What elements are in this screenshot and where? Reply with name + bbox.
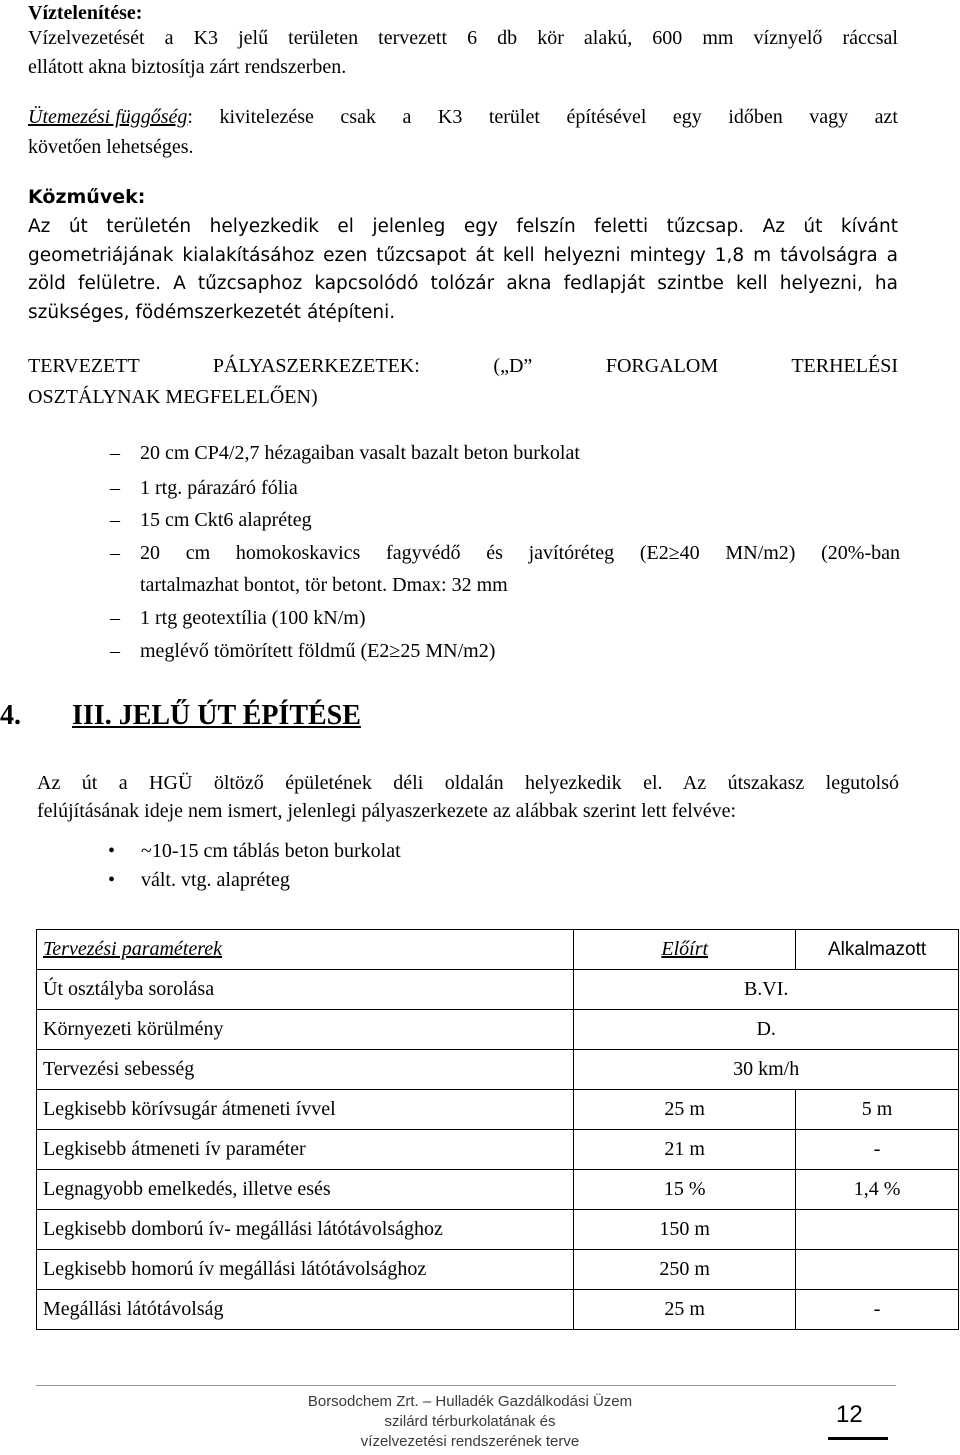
table-cell: Tervezési sebesség bbox=[37, 1050, 574, 1090]
table-cell-merged: 30 km/h bbox=[574, 1050, 959, 1090]
paragraph-line: ellátott akna biztosítja zárt rendszerben. bbox=[28, 56, 347, 78]
table-row bbox=[37, 1170, 959, 1210]
table-cell: Legkisebb átmeneti ív paraméter bbox=[37, 1130, 574, 1170]
table-row bbox=[37, 1210, 959, 1250]
dash-bullet: – bbox=[110, 542, 120, 564]
footer-line: szilárd térburkolatának és bbox=[384, 1413, 556, 1430]
table-cell: Környezeti körülmény bbox=[37, 1010, 574, 1050]
table-cell: Legkisebb homorú ív megállási látótávolsághoz bbox=[37, 1250, 574, 1290]
table-cell: Legnagyobb emelkedés, illetve esés bbox=[37, 1170, 574, 1210]
table-cell: Megállási látótávolság bbox=[37, 1290, 574, 1330]
table-cell bbox=[796, 1210, 959, 1250]
footer-divider bbox=[36, 1385, 896, 1386]
table-cell: - bbox=[796, 1290, 959, 1330]
header-cell: Tervezési paraméterek bbox=[37, 930, 574, 970]
table-cell: 150 m bbox=[574, 1210, 796, 1250]
paragraph-line: követően lehetséges. bbox=[28, 136, 194, 158]
table-cell: 5 m bbox=[796, 1090, 959, 1130]
paragraph-line: Az út területén helyezkedik el jelenleg egy felszín feletti tűzcsap. Az út kívánt bbox=[28, 216, 898, 237]
table-cell-merged: D. bbox=[574, 1010, 959, 1050]
table-cell: Legkisebb domború ív- megállási látótávolsághoz bbox=[37, 1210, 574, 1250]
paragraph-line: zöld felületre. A tűzcsaphoz kapcsolódó tolózár akna fedlapját szintbe kell helyezni, ha bbox=[28, 273, 898, 294]
dash-bullet: – bbox=[110, 640, 120, 662]
paragraph-line: : kivitelezése csak a K3 terület építésével egy időben vagy azt bbox=[187, 106, 898, 128]
table-header-row bbox=[37, 930, 959, 970]
table-row bbox=[37, 1130, 959, 1170]
paragraph-line: geometriájának kialakításához ezen tűzcsapot át kell helyezni mintegy 1,8 m távolságra a bbox=[28, 245, 898, 266]
table-cell: 25 m bbox=[574, 1290, 796, 1330]
table-cell bbox=[796, 1250, 959, 1290]
parameter-table bbox=[36, 929, 959, 1330]
header-cell: Előírt bbox=[574, 930, 796, 970]
table-cell: Út osztályba sorolása bbox=[37, 970, 574, 1010]
page-number-underline bbox=[828, 1437, 888, 1440]
schedule-dependency-line bbox=[28, 106, 898, 129]
paragraph-line: Vízelvezetését a K3 jelű területen tervezett 6 db kör alakú, 600 mm víznyelő ráccsal bbox=[28, 27, 898, 49]
table-cell: 25 m bbox=[574, 1090, 796, 1130]
dash-bullet: – bbox=[110, 607, 120, 629]
table-row bbox=[37, 970, 959, 1010]
table-cell: 250 m bbox=[574, 1250, 796, 1290]
dash-bullet: – bbox=[110, 509, 120, 531]
paragraph-line: Az út a HGÜ öltöző épületének déli oldalán helyezkedik el. Az útszakasz legutolsó bbox=[37, 772, 899, 794]
table-cell-merged: B.VI. bbox=[574, 970, 959, 1010]
section-heading-kozmuvek: Közművek: bbox=[28, 186, 146, 208]
table-cell: - bbox=[796, 1130, 959, 1170]
section-number: 4. bbox=[0, 700, 21, 731]
header-cell: Alkalmazott bbox=[796, 930, 959, 970]
table-row bbox=[37, 1090, 959, 1130]
table-row bbox=[37, 1250, 959, 1290]
table-row bbox=[37, 1050, 959, 1090]
bullet-dot: • bbox=[108, 869, 116, 891]
section-heading-viztelenites: Víztelenítése: bbox=[28, 2, 143, 24]
paragraph-line: szükséges, födémszerkezetét átépíteni. bbox=[28, 302, 396, 323]
structure-heading: TERVEZETT PÁLYASZERKEZETEK: („D” FORGALOM TERHELÉSI bbox=[28, 355, 898, 377]
section-title: III. JELŰ ÚT ÉPÍTÉSE bbox=[72, 700, 361, 731]
footer-line: vízelvezetési rendszerének terve bbox=[360, 1433, 580, 1450]
bullet-dot: • bbox=[108, 840, 116, 862]
footer-line: Borsodchem Zrt. – Hulladék Gazdálkodási Üzem bbox=[307, 1393, 633, 1410]
table-cell: 21 m bbox=[574, 1130, 796, 1170]
structure-heading-cont: OSZTÁLYNAK MEGFELELŐEN) bbox=[28, 386, 318, 408]
table-row bbox=[37, 1010, 959, 1050]
paragraph-line: felújításának ideje nem ismert, jelenlegi pályaszerkezete az alábbak szerint lett felvéve: bbox=[37, 800, 737, 822]
table-cell: 1,4 % bbox=[796, 1170, 959, 1210]
page-number: 12 bbox=[836, 1401, 863, 1428]
schedule-dependency-label: Ütemezési függőség bbox=[28, 106, 188, 128]
dash-bullet: – bbox=[110, 442, 120, 464]
table-cell: Legkisebb körívsugár átmeneti ívvel bbox=[37, 1090, 574, 1130]
table-cell: 15 % bbox=[574, 1170, 796, 1210]
table-row bbox=[37, 1290, 959, 1330]
dash-bullet: – bbox=[110, 477, 120, 499]
